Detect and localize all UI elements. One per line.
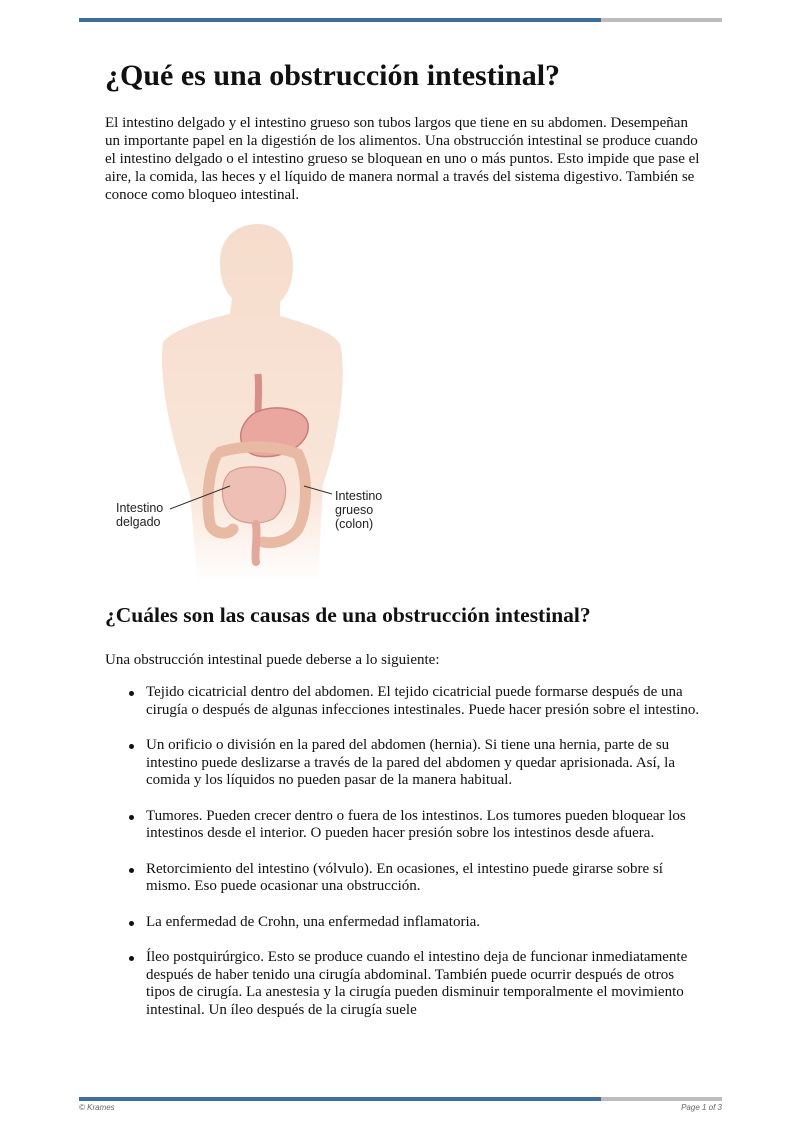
list-item: [105, 684, 705, 719]
bottom-rule-gray: [601, 1097, 722, 1101]
small-intestine: [223, 467, 286, 523]
list-item-text: Íleo postquirúrgico. Esto se produce cuando el intestino deja de funcionar inmediatamente después de haber tenido una cirugía abdominal. También puede ocurrir después de otros tipos de cirugía. La anestesia y la cirugía pueden disminuir temporalmente el movimiento intestinal. Un íleo después de la cirugía suele: [146, 949, 688, 1018]
list-item-text: Tumores. Pueden crecer dentro o fuera de los intestinos. Los tumores pueden bloquear los intestinos desde el interior. O pueden hacer presión sobre los intestinos desde afuera.: [146, 807, 686, 841]
causes-lead: Una obstrucción intestinal puede deberse a lo siguiente:: [105, 652, 440, 668]
section-heading-causes: ¿Cuáles son las causas de una obstrucción intestinal?: [105, 603, 591, 627]
bullet-icon: [129, 744, 134, 749]
top-rule: [79, 18, 722, 22]
bullet-icon: [129, 868, 134, 873]
page-title: ¿Qué es una obstrucción intestinal?: [105, 59, 561, 92]
bullet-icon: [129, 956, 134, 961]
footer-copyright: © Krames: [79, 1103, 115, 1112]
anatomy-illustration: [108, 224, 398, 584]
list-item: [105, 737, 705, 790]
list-item-text: La enfermedad de Crohn, una enfermedad inflamatoria.: [146, 913, 481, 930]
intro-paragraph: El intestino delgado y el intestino grueso son tubos largos que tiene en su abdomen. Desempeñan un importante papel en la digestión de los alimentos. Una obstrucción intestinal se produce cuando el intestino delgado o el intestino grueso se bloquean en uno o más puntos. Esto impide que pase el aire, la comida, las heces y el líquido de manera normal a través del sistema digestivo. También se conoce como bloqueo intestinal.: [105, 115, 700, 203]
list-item: [105, 808, 705, 843]
list-item: [105, 914, 705, 932]
footer-page-number: Page 1 of 3: [681, 1103, 722, 1112]
top-rule-blue: [79, 18, 601, 22]
torso-skin: [162, 224, 343, 584]
bullet-icon: [129, 921, 134, 926]
list-item: [105, 861, 705, 896]
list-item-text: Retorcimiento del intestino (vólvulo). En ocasiones, el intestino puede girarse sobre sí mismo. Eso puede ocasionar una obstrucción.: [146, 860, 663, 894]
list-item: [105, 949, 705, 1019]
label-intestino-delgado: Intestino delgado: [116, 501, 164, 529]
top-rule-gray: [601, 18, 722, 22]
causes-list: [105, 684, 705, 1037]
bullet-icon: [129, 815, 134, 820]
bottom-rule-blue: [79, 1097, 601, 1101]
rectum: [255, 524, 256, 562]
label-intestino-grueso: Intestino grueso (colon): [335, 489, 383, 531]
bottom-rule: [79, 1097, 722, 1101]
list-item-text: Un orificio o división en la pared del abdomen (hernia). Si tiene una hernia, parte de su intestino puede deslizarse a través de la pared del abdomen y quedar aprisionada. Así, la comida y los líquidos no pueden pasar de la manera habitual.: [146, 737, 675, 788]
bullet-icon: [129, 691, 134, 696]
list-item-text: Tejido cicatricial dentro del abdomen. El tejido cicatricial puede formarse después de una cirugía o después de algunas infecciones intestinales. Puede hacer presión sobre el intestino.: [146, 684, 700, 718]
